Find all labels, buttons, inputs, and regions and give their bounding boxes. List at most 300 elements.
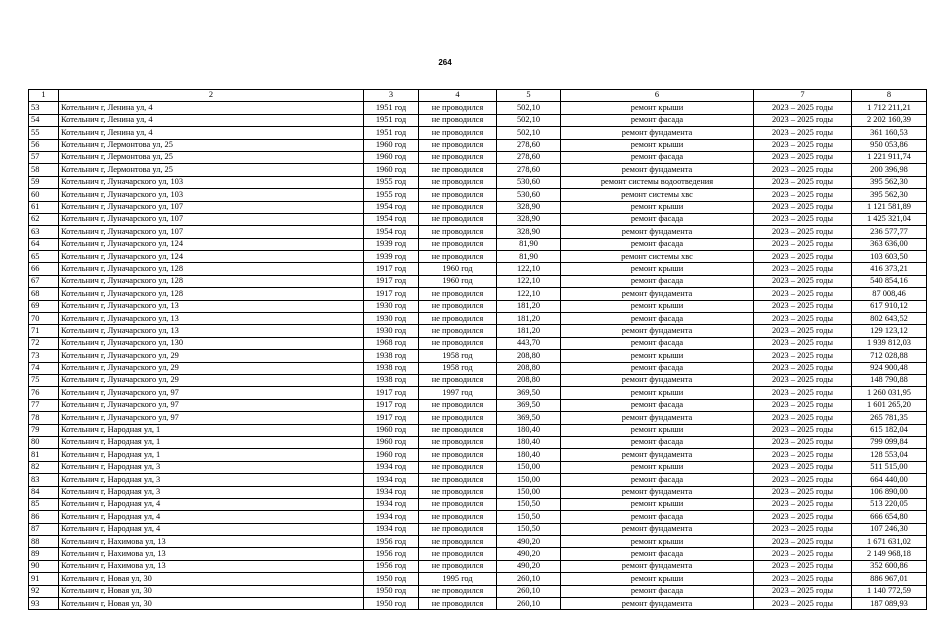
- last-repair-cell: не проводился: [419, 374, 497, 386]
- table-row: [29, 585, 927, 597]
- table-row: [29, 598, 927, 610]
- table-row: [29, 151, 927, 163]
- cost-cell: 200 396,98: [852, 164, 927, 176]
- row-number: 84: [29, 486, 59, 498]
- work-type-cell: ремонт фундамента: [561, 226, 754, 238]
- table-row: [29, 536, 927, 548]
- column-header: 4: [419, 90, 497, 102]
- area-cell: 122,10: [497, 263, 561, 275]
- work-type-cell: ремонт фасада: [561, 474, 754, 486]
- work-type-cell: ремонт фундамента: [561, 523, 754, 535]
- work-type-cell: ремонт фасада: [561, 585, 754, 597]
- period-cell: 2023 – 2025 годы: [754, 585, 852, 597]
- table-row: [29, 288, 927, 300]
- row-number: 76: [29, 387, 59, 399]
- area-cell: 369,50: [497, 399, 561, 411]
- last-repair-cell: 1958 год: [419, 362, 497, 374]
- row-number: 56: [29, 139, 59, 151]
- period-cell: 2023 – 2025 годы: [754, 213, 852, 225]
- table-row: [29, 176, 927, 188]
- cost-cell: 87 008,46: [852, 288, 927, 300]
- last-repair-cell: не проводился: [419, 102, 497, 114]
- address-cell: Котельнич г, Луначарского ул, 128: [59, 288, 364, 300]
- build-year-cell: 1917 год: [364, 412, 419, 424]
- period-cell: 2023 – 2025 годы: [754, 449, 852, 461]
- period-cell: 2023 – 2025 годы: [754, 511, 852, 523]
- cost-cell: 513 220,05: [852, 498, 927, 510]
- row-number: 72: [29, 337, 59, 349]
- address-cell: Котельнич г, Луначарского ул, 130: [59, 337, 364, 349]
- build-year-cell: 1917 год: [364, 399, 419, 411]
- column-header: 6: [561, 90, 754, 102]
- work-type-cell: ремонт фасада: [561, 238, 754, 250]
- build-year-cell: 1934 год: [364, 523, 419, 535]
- work-type-cell: ремонт фундамента: [561, 598, 754, 610]
- period-cell: 2023 – 2025 годы: [754, 102, 852, 114]
- last-repair-cell: не проводился: [419, 449, 497, 461]
- address-cell: Котельнич г, Луначарского ул, 107: [59, 226, 364, 238]
- area-cell: 150,00: [497, 486, 561, 498]
- table-row: [29, 189, 927, 201]
- row-number: 74: [29, 362, 59, 374]
- area-cell: 369,50: [497, 387, 561, 399]
- build-year-cell: 1955 год: [364, 189, 419, 201]
- row-number: 59: [29, 176, 59, 188]
- area-cell: 260,10: [497, 573, 561, 585]
- cost-cell: 395 562,30: [852, 176, 927, 188]
- table-row: [29, 474, 927, 486]
- cost-cell: 416 373,21: [852, 263, 927, 275]
- last-repair-cell: не проводился: [419, 176, 497, 188]
- area-cell: 502,10: [497, 114, 561, 126]
- cost-cell: 2 149 968,18: [852, 548, 927, 560]
- area-cell: 278,60: [497, 139, 561, 151]
- address-cell: Котельнич г, Луначарского ул, 103: [59, 189, 364, 201]
- build-year-cell: 1950 год: [364, 598, 419, 610]
- build-year-cell: 1917 год: [364, 288, 419, 300]
- address-cell: Котельнич г, Луначарского ул, 107: [59, 213, 364, 225]
- row-number: 54: [29, 114, 59, 126]
- cost-cell: 187 089,93: [852, 598, 927, 610]
- address-cell: Котельнич г, Новая ул, 30: [59, 573, 364, 585]
- cost-cell: 2 202 160,39: [852, 114, 927, 126]
- table-row: [29, 300, 927, 312]
- build-year-cell: 1954 год: [364, 201, 419, 213]
- last-repair-cell: не проводился: [419, 598, 497, 610]
- address-cell: Котельнич г, Луначарского ул, 29: [59, 374, 364, 386]
- area-cell: 260,10: [497, 585, 561, 597]
- table-body: [29, 102, 927, 610]
- cost-cell: 107 246,30: [852, 523, 927, 535]
- work-type-cell: ремонт фасада: [561, 511, 754, 523]
- row-number: 81: [29, 449, 59, 461]
- work-type-cell: ремонт фасада: [561, 275, 754, 287]
- table-header-row: [29, 90, 927, 102]
- period-cell: 2023 – 2025 годы: [754, 399, 852, 411]
- table-row: [29, 412, 927, 424]
- row-number: 66: [29, 263, 59, 275]
- area-cell: 122,10: [497, 275, 561, 287]
- address-cell: Котельнич г, Луначарского ул, 29: [59, 362, 364, 374]
- work-type-cell: ремонт крыши: [561, 573, 754, 585]
- table-row: [29, 102, 927, 114]
- row-number: 90: [29, 560, 59, 572]
- row-number: 68: [29, 288, 59, 300]
- period-cell: 2023 – 2025 годы: [754, 573, 852, 585]
- period-cell: 2023 – 2025 годы: [754, 598, 852, 610]
- work-type-cell: ремонт крыши: [561, 387, 754, 399]
- work-type-cell: ремонт фундамента: [561, 560, 754, 572]
- row-number: 69: [29, 300, 59, 312]
- address-cell: Котельнич г, Народная ул, 3: [59, 474, 364, 486]
- address-cell: Котельнич г, Луначарского ул, 107: [59, 201, 364, 213]
- area-cell: 150,50: [497, 523, 561, 535]
- row-number: 87: [29, 523, 59, 535]
- row-number: 71: [29, 325, 59, 337]
- build-year-cell: 1960 год: [364, 424, 419, 436]
- address-cell: Котельнич г, Нахимова ул, 13: [59, 548, 364, 560]
- cost-cell: 129 123,12: [852, 325, 927, 337]
- area-cell: 122,10: [497, 288, 561, 300]
- row-number: 86: [29, 511, 59, 523]
- table-row: [29, 238, 927, 250]
- last-repair-cell: не проводился: [419, 300, 497, 312]
- cost-cell: 361 160,53: [852, 127, 927, 139]
- address-cell: Котельнич г, Народная ул, 4: [59, 511, 364, 523]
- table-row: [29, 251, 927, 263]
- build-year-cell: 1950 год: [364, 585, 419, 597]
- address-cell: Котельнич г, Луначарского ул, 13: [59, 325, 364, 337]
- area-cell: 490,20: [497, 560, 561, 572]
- period-cell: 2023 – 2025 годы: [754, 275, 852, 287]
- address-cell: Котельнич г, Народная ул, 3: [59, 486, 364, 498]
- work-type-cell: ремонт фасада: [561, 114, 754, 126]
- area-cell: 180,40: [497, 449, 561, 461]
- area-cell: 81,90: [497, 238, 561, 250]
- cost-cell: 103 603,50: [852, 251, 927, 263]
- work-type-cell: ремонт системы хвс: [561, 189, 754, 201]
- build-year-cell: 1939 год: [364, 238, 419, 250]
- row-number: 93: [29, 598, 59, 610]
- last-repair-cell: не проводился: [419, 139, 497, 151]
- build-year-cell: 1934 год: [364, 511, 419, 523]
- cost-cell: 924 900,48: [852, 362, 927, 374]
- period-cell: 2023 – 2025 годы: [754, 486, 852, 498]
- repair-schedule-table: [28, 89, 927, 610]
- period-cell: 2023 – 2025 годы: [754, 424, 852, 436]
- last-repair-cell: не проводился: [419, 511, 497, 523]
- cost-cell: 395 562,30: [852, 189, 927, 201]
- row-number: 75: [29, 374, 59, 386]
- cost-cell: 265 781,35: [852, 412, 927, 424]
- row-number: 60: [29, 189, 59, 201]
- address-cell: Котельнич г, Народная ул, 1: [59, 436, 364, 448]
- cost-cell: 511 515,00: [852, 461, 927, 473]
- cost-cell: 1 221 911,74: [852, 151, 927, 163]
- area-cell: 181,20: [497, 313, 561, 325]
- table-row: [29, 263, 927, 275]
- last-repair-cell: не проводился: [419, 498, 497, 510]
- build-year-cell: 1968 год: [364, 337, 419, 349]
- period-cell: 2023 – 2025 годы: [754, 325, 852, 337]
- work-type-cell: ремонт фасада: [561, 213, 754, 225]
- column-header: 3: [364, 90, 419, 102]
- build-year-cell: 1960 год: [364, 139, 419, 151]
- work-type-cell: ремонт крыши: [561, 424, 754, 436]
- period-cell: 2023 – 2025 годы: [754, 139, 852, 151]
- column-header: 1: [29, 90, 59, 102]
- period-cell: 2023 – 2025 годы: [754, 251, 852, 263]
- row-number: 92: [29, 585, 59, 597]
- table-row: [29, 461, 927, 473]
- row-number: 61: [29, 201, 59, 213]
- area-cell: 150,50: [497, 511, 561, 523]
- table-row: [29, 201, 927, 213]
- work-type-cell: ремонт фасада: [561, 151, 754, 163]
- row-number: 80: [29, 436, 59, 448]
- address-cell: Котельнич г, Народная ул, 1: [59, 424, 364, 436]
- build-year-cell: 1960 год: [364, 151, 419, 163]
- cost-cell: 950 053,86: [852, 139, 927, 151]
- work-type-cell: ремонт крыши: [561, 350, 754, 362]
- last-repair-cell: не проводился: [419, 399, 497, 411]
- address-cell: Котельнич г, Ленина ул, 4: [59, 127, 364, 139]
- address-cell: Котельнич г, Луначарского ул, 29: [59, 350, 364, 362]
- build-year-cell: 1951 год: [364, 127, 419, 139]
- period-cell: 2023 – 2025 годы: [754, 548, 852, 560]
- cost-cell: 236 577,77: [852, 226, 927, 238]
- build-year-cell: 1950 год: [364, 573, 419, 585]
- period-cell: 2023 – 2025 годы: [754, 127, 852, 139]
- work-type-cell: ремонт системы хвс: [561, 251, 754, 263]
- last-repair-cell: 1995 год: [419, 573, 497, 585]
- table-row: [29, 387, 927, 399]
- row-number: 91: [29, 573, 59, 585]
- row-number: 79: [29, 424, 59, 436]
- row-number: 53: [29, 102, 59, 114]
- last-repair-cell: не проводился: [419, 313, 497, 325]
- build-year-cell: 1956 год: [364, 548, 419, 560]
- address-cell: Котельнич г, Народная ул, 4: [59, 523, 364, 535]
- table-row: [29, 226, 927, 238]
- last-repair-cell: не проводился: [419, 325, 497, 337]
- last-repair-cell: не проводился: [419, 548, 497, 560]
- last-repair-cell: 1997 год: [419, 387, 497, 399]
- table-row: [29, 362, 927, 374]
- build-year-cell: 1951 год: [364, 114, 419, 126]
- period-cell: 2023 – 2025 годы: [754, 151, 852, 163]
- last-repair-cell: не проводился: [419, 486, 497, 498]
- build-year-cell: 1960 год: [364, 436, 419, 448]
- area-cell: 180,40: [497, 424, 561, 436]
- work-type-cell: ремонт фундамента: [561, 449, 754, 461]
- work-type-cell: ремонт крыши: [561, 498, 754, 510]
- address-cell: Котельнич г, Нахимова ул, 13: [59, 536, 364, 548]
- table-row: [29, 213, 927, 225]
- build-year-cell: 1954 год: [364, 213, 419, 225]
- table-row: [29, 573, 927, 585]
- area-cell: 208,80: [497, 362, 561, 374]
- row-number: 67: [29, 275, 59, 287]
- area-cell: 328,90: [497, 201, 561, 213]
- area-cell: 150,00: [497, 461, 561, 473]
- cost-cell: 1 140 772,59: [852, 585, 927, 597]
- build-year-cell: 1956 год: [364, 560, 419, 572]
- period-cell: 2023 – 2025 годы: [754, 350, 852, 362]
- work-type-cell: ремонт фасада: [561, 337, 754, 349]
- column-header: 8: [852, 90, 927, 102]
- column-header: 5: [497, 90, 561, 102]
- row-number: 70: [29, 313, 59, 325]
- period-cell: 2023 – 2025 годы: [754, 523, 852, 535]
- period-cell: 2023 – 2025 годы: [754, 114, 852, 126]
- period-cell: 2023 – 2025 годы: [754, 374, 852, 386]
- table-row: [29, 511, 927, 523]
- last-repair-cell: не проводился: [419, 523, 497, 535]
- period-cell: 2023 – 2025 годы: [754, 176, 852, 188]
- area-cell: 328,90: [497, 226, 561, 238]
- build-year-cell: 1951 год: [364, 102, 419, 114]
- build-year-cell: 1938 год: [364, 374, 419, 386]
- row-number: 73: [29, 350, 59, 362]
- last-repair-cell: не проводился: [419, 560, 497, 572]
- table-row: [29, 436, 927, 448]
- work-type-cell: ремонт крыши: [561, 536, 754, 548]
- last-repair-cell: не проводился: [419, 585, 497, 597]
- work-type-cell: ремонт фундамента: [561, 374, 754, 386]
- last-repair-cell: не проводился: [419, 337, 497, 349]
- area-cell: 81,90: [497, 251, 561, 263]
- last-repair-cell: не проводился: [419, 461, 497, 473]
- build-year-cell: 1930 год: [364, 313, 419, 325]
- last-repair-cell: не проводился: [419, 536, 497, 548]
- period-cell: 2023 – 2025 годы: [754, 226, 852, 238]
- period-cell: 2023 – 2025 годы: [754, 387, 852, 399]
- address-cell: Котельнич г, Новая ул, 30: [59, 585, 364, 597]
- address-cell: Котельнич г, Лермонтова ул, 25: [59, 164, 364, 176]
- cost-cell: 1 712 211,21: [852, 102, 927, 114]
- table-row: [29, 325, 927, 337]
- cost-cell: 615 182,04: [852, 424, 927, 436]
- area-cell: 530,60: [497, 176, 561, 188]
- table-row: [29, 486, 927, 498]
- work-type-cell: ремонт фасада: [561, 313, 754, 325]
- work-type-cell: ремонт фасада: [561, 362, 754, 374]
- area-cell: 180,40: [497, 436, 561, 448]
- table-row: [29, 374, 927, 386]
- cost-cell: 1 601 265,20: [852, 399, 927, 411]
- last-repair-cell: не проводился: [419, 288, 497, 300]
- period-cell: 2023 – 2025 годы: [754, 412, 852, 424]
- address-cell: Котельнич г, Луначарского ул, 97: [59, 412, 364, 424]
- table-row: [29, 498, 927, 510]
- area-cell: 530,60: [497, 189, 561, 201]
- cost-cell: 540 854,16: [852, 275, 927, 287]
- period-cell: 2023 – 2025 годы: [754, 362, 852, 374]
- period-cell: 2023 – 2025 годы: [754, 313, 852, 325]
- period-cell: 2023 – 2025 годы: [754, 263, 852, 275]
- work-type-cell: ремонт фундамента: [561, 288, 754, 300]
- build-year-cell: 1930 год: [364, 300, 419, 312]
- address-cell: Котельнич г, Луначарского ул, 128: [59, 263, 364, 275]
- address-cell: Котельнич г, Народная ул, 1: [59, 449, 364, 461]
- table-row: [29, 114, 927, 126]
- build-year-cell: 1956 год: [364, 536, 419, 548]
- row-number: 55: [29, 127, 59, 139]
- area-cell: 208,80: [497, 350, 561, 362]
- address-cell: Котельнич г, Луначарского ул, 128: [59, 275, 364, 287]
- address-cell: Котельнич г, Луначарского ул, 13: [59, 313, 364, 325]
- area-cell: 278,60: [497, 151, 561, 163]
- row-number: 77: [29, 399, 59, 411]
- build-year-cell: 1934 год: [364, 498, 419, 510]
- build-year-cell: 1960 год: [364, 164, 419, 176]
- build-year-cell: 1938 год: [364, 350, 419, 362]
- build-year-cell: 1938 год: [364, 362, 419, 374]
- area-cell: 278,60: [497, 164, 561, 176]
- area-cell: 490,20: [497, 548, 561, 560]
- build-year-cell: 1930 год: [364, 325, 419, 337]
- address-cell: Котельнич г, Луначарского ул, 103: [59, 176, 364, 188]
- row-number: 83: [29, 474, 59, 486]
- address-cell: Котельнич г, Луначарского ул, 124: [59, 251, 364, 263]
- cost-cell: 1 671 631,02: [852, 536, 927, 548]
- cost-cell: 1 121 581,89: [852, 201, 927, 213]
- work-type-cell: ремонт крыши: [561, 102, 754, 114]
- work-type-cell: ремонт фундамента: [561, 486, 754, 498]
- address-cell: Котельнич г, Новая ул, 30: [59, 598, 364, 610]
- period-cell: 2023 – 2025 годы: [754, 201, 852, 213]
- last-repair-cell: 1960 год: [419, 275, 497, 287]
- row-number: 88: [29, 536, 59, 548]
- cost-cell: 617 910,12: [852, 300, 927, 312]
- period-cell: 2023 – 2025 годы: [754, 189, 852, 201]
- last-repair-cell: не проводился: [419, 201, 497, 213]
- table-row: [29, 424, 927, 436]
- table-row: [29, 449, 927, 461]
- work-type-cell: ремонт фасада: [561, 436, 754, 448]
- table-row: [29, 350, 927, 362]
- area-cell: 181,20: [497, 300, 561, 312]
- build-year-cell: 1917 год: [364, 387, 419, 399]
- address-cell: Котельнич г, Народная ул, 3: [59, 461, 364, 473]
- cost-cell: 1 939 812,03: [852, 337, 927, 349]
- period-cell: 2023 – 2025 годы: [754, 536, 852, 548]
- row-number: 58: [29, 164, 59, 176]
- table-row: [29, 164, 927, 176]
- work-type-cell: ремонт фундамента: [561, 164, 754, 176]
- address-cell: Котельнич г, Лермонтова ул, 25: [59, 139, 364, 151]
- last-repair-cell: не проводился: [419, 238, 497, 250]
- column-header: 7: [754, 90, 852, 102]
- work-type-cell: ремонт системы водоотведения: [561, 176, 754, 188]
- cost-cell: 1 425 321,04: [852, 213, 927, 225]
- period-cell: 2023 – 2025 годы: [754, 337, 852, 349]
- period-cell: 2023 – 2025 годы: [754, 498, 852, 510]
- build-year-cell: 1934 год: [364, 474, 419, 486]
- table-row: [29, 313, 927, 325]
- period-cell: 2023 – 2025 годы: [754, 238, 852, 250]
- cost-cell: 886 967,01: [852, 573, 927, 585]
- column-header: 2: [59, 90, 364, 102]
- cost-cell: 148 790,88: [852, 374, 927, 386]
- period-cell: 2023 – 2025 годы: [754, 560, 852, 572]
- work-type-cell: ремонт крыши: [561, 201, 754, 213]
- last-repair-cell: не проводился: [419, 412, 497, 424]
- cost-cell: 664 440,00: [852, 474, 927, 486]
- address-cell: Котельнич г, Лермонтова ул, 25: [59, 151, 364, 163]
- work-type-cell: ремонт крыши: [561, 461, 754, 473]
